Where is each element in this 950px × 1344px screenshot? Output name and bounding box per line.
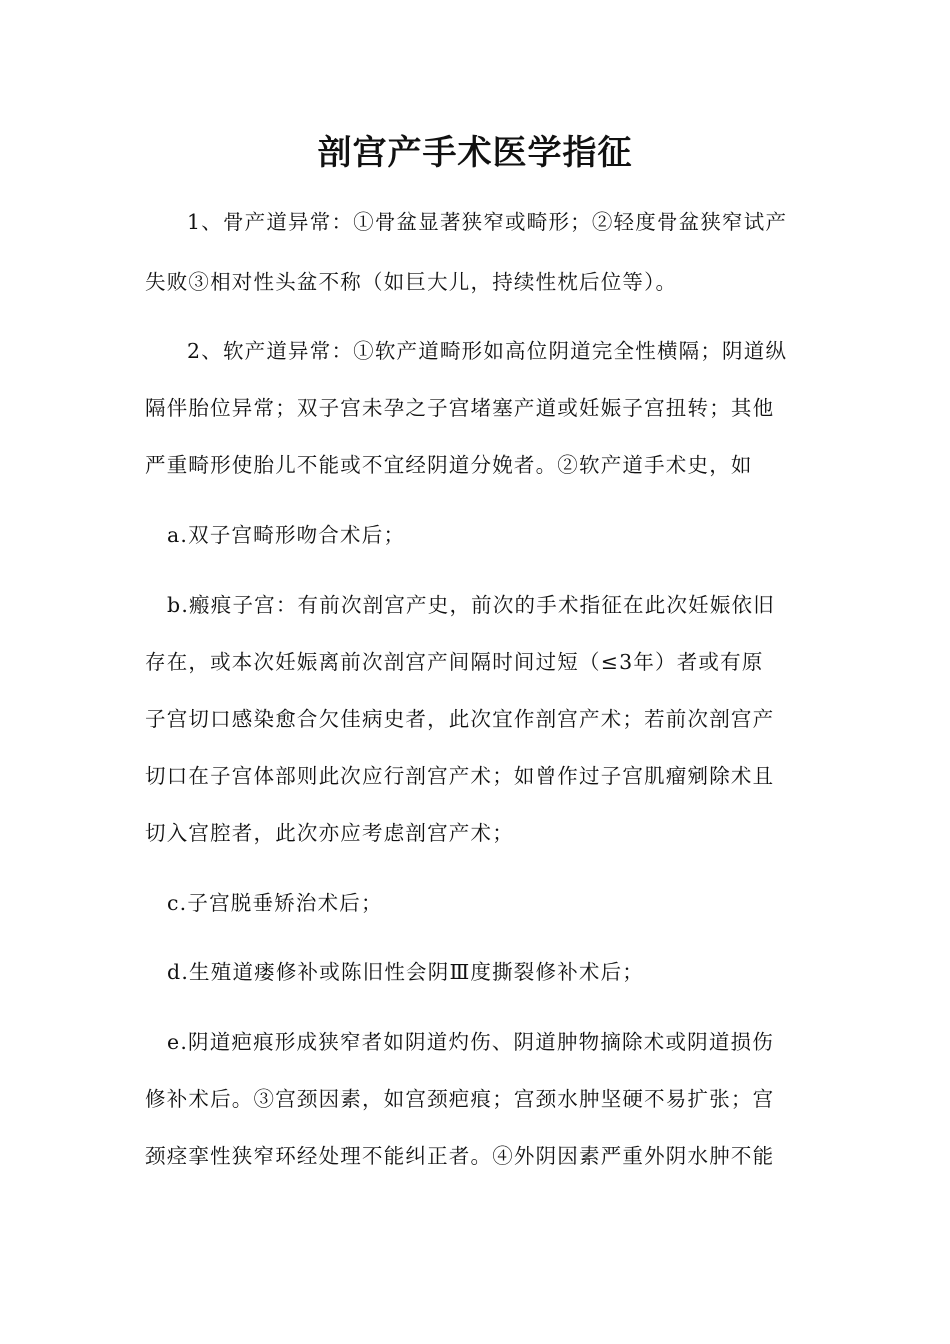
text-line: a.双子宫畸形吻合术后； xyxy=(167,523,406,547)
text-line: 1、骨产道异常：①骨盆显著狭窄或畸形；②轻度骨盆狭窄试产 xyxy=(187,210,788,234)
text-line: 失败③相对性头盆不称（如巨大儿，持续性枕后位等）。 xyxy=(145,270,678,294)
text-line: 颈痉挛性狭窄环经处理不能纠正者。④外阴因素严重外阴水肿不能 xyxy=(145,1144,775,1168)
text-line: e.阴道疤痕形成狭窄者如阴道灼伤、阴道肿物摘除术或阴道损伤 xyxy=(167,1030,774,1054)
text-line: 存在，或本次妊娠离前次剖宫产间隔时间过短（≤3年）者或有原 xyxy=(145,650,764,674)
document-title: 剖宫产手术医学指征 xyxy=(317,133,633,173)
text-line: d.生殖道瘘修补或陈旧性会阴Ⅲ度撕裂修补术后； xyxy=(167,960,645,984)
text-line: 切入宫腔者，此次亦应考虑剖宫产术； xyxy=(145,821,514,845)
text-line: c.子宫脱垂矫治术后； xyxy=(167,891,383,915)
text-line: b.瘢痕子宫：有前次剖宫产史，前次的手术指征在此次妊娠依旧 xyxy=(167,593,775,617)
text-line: 2、软产道异常：①软产道畸形如高位阴道完全性横隔；阴道纵 xyxy=(187,339,788,363)
text-line: 隔伴胎位异常；双子宫未孕之子宫堵塞产道或妊娠子宫扭转；其他 xyxy=(145,396,775,420)
text-line: 修补术后。③宫颈因素，如宫颈疤痕；宫颈水肿坚硬不易扩张；宫 xyxy=(145,1087,775,1111)
text-line: 切口在子宫体部则此次应行剖宫产术；如曾作过子宫肌瘤剜除术且 xyxy=(145,764,775,788)
text-line: 严重畸形使胎儿不能或不宜经阴道分娩者。②软产道手术史，如 xyxy=(145,453,753,477)
text-line: 子宫切口感染愈合欠佳病史者，此次宜作剖宫产术；若前次剖宫产 xyxy=(145,707,775,731)
